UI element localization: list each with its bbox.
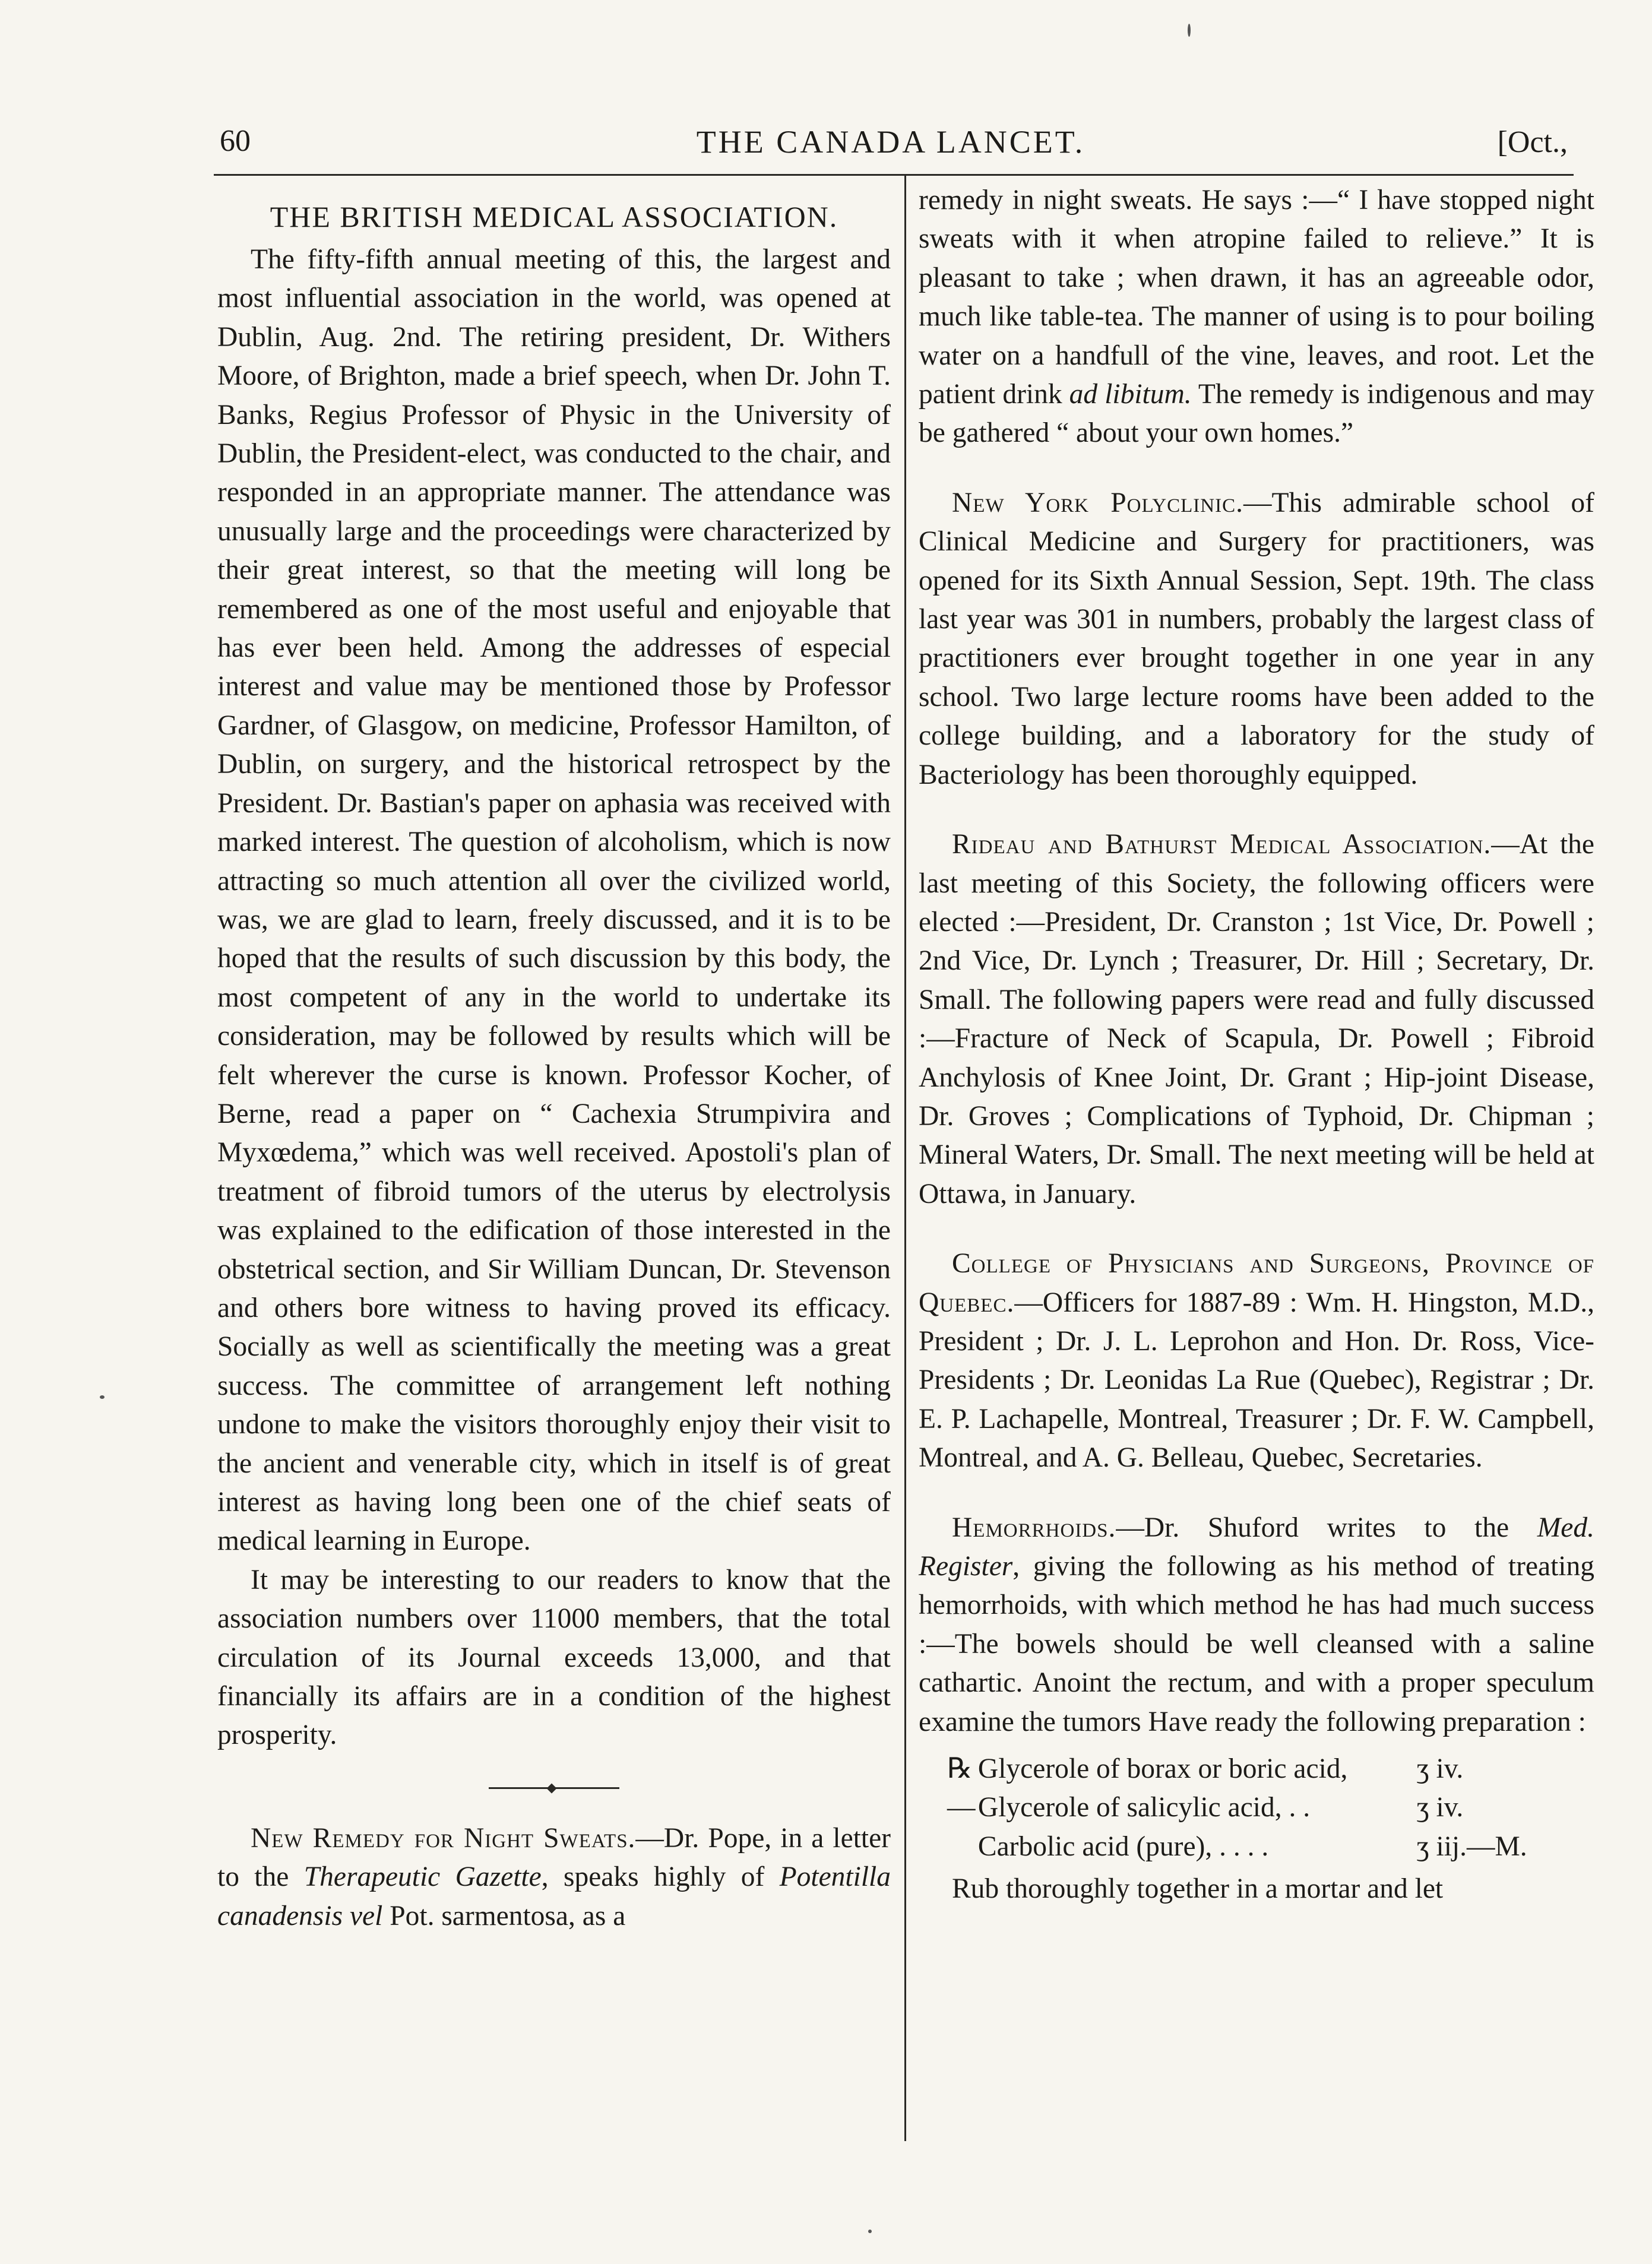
page-number: 60: [220, 124, 251, 158]
issue-label: [Oct.,: [1497, 125, 1568, 159]
scan-speck: [100, 1395, 105, 1399]
prescription-line: Carbolic acid (pure), . . . . ʒ iij.—M.: [977, 1831, 1527, 1862]
latin-phrase: ad libitum.: [1069, 379, 1192, 410]
right-column: [919, 181, 1594, 1909]
scan-speck: [868, 2230, 872, 2233]
journal-title: Therapeutic Gazette: [303, 1861, 542, 1893]
running-title: THE CANADA LANCET.: [696, 124, 1085, 160]
section-title: Rideau and Bathurst Medical Association.: [952, 829, 1492, 860]
article-paragraph: It may be interesting to our readers to know that the association numbers over 11000 members, that the total circulation of its Journal exceeds 13,000, and that financially its affairs are in a condition of the highest prosperity.: [217, 1564, 891, 1751]
section-title: New York Polyclinic.: [952, 487, 1243, 518]
section-title: Hemorrhoids.: [952, 1512, 1116, 1543]
rideau-paragraph: Rideau and Bathurst Medical Association.—At the last meeting of this Society, the following officers were elected :—President, Dr. Cranston ; 1st Vice, Dr. Powell ; 2nd Vice, Dr. Lynch ; Treasurer, Dr. Hill ; Secretary, Dr. Small. The following papers were read and fully discussed :—Fracture of Neck of Scapula, Dr. Powell ; Fibroid Anchylosis of Knee Joint, Dr. Grant ; Hip-joint Disease, Dr. Groves ; Complications of Typhoid, Dr. Chipman ; Mineral Waters, Dr. Small. The next meeting will be held at Ottawa, in January.: [919, 829, 1594, 1209]
closing-line: Rub thoroughly together in a mortar and let: [952, 1873, 1444, 1905]
section-title: New Remedy for Night Sweats.: [251, 1822, 636, 1854]
header-rule: [214, 174, 1574, 176]
section-ornament: [489, 1785, 619, 1791]
night-sweats-paragraph: New Remedy for Night Sweats.—Dr. Pope, in a letter to the Therapeutic Gazette, speaks highly of Potentilla canadensis vel Pot. sarmentosa, as a: [217, 1822, 891, 1931]
scan-speck: [1188, 24, 1191, 37]
species-name: Potentilla canadensis vel: [217, 1861, 891, 1931]
article-heading: THE BRITISH MEDICAL ASSOCIATION.: [270, 200, 838, 233]
prescription: [919, 1750, 1594, 1866]
section-title: College of Physicians and Surgeons, Province of Quebec.: [919, 1248, 1594, 1318]
journal-title: Med. Register: [919, 1512, 1594, 1582]
college-paragraph: College of Physicians and Surgeons, Province of Quebec.—Officers for 1887-89 : Wm. H. Hingston, M.D., President ; Dr. J. L. Leprohon and Hon. Dr. Ross, Vice-Presidents ; Dr. Leonidas La Rue (Quebec), Registrar ; Dr. E. P. Lachapelle, Montreal, Treasurer ; Dr. F. W. Campbell, Montreal, and A. G. Belleau, Quebec, Secretaries.: [919, 1248, 1594, 1474]
article-paragraph: The fifty-fifth annual meeting of this, the largest and most influential association in the world, was opened at Dublin, Aug. 2nd. The retiring president, Dr. Withers Moore, of Brighton, made a brief speech, when Dr. John T. Banks, Regius Professor of Physic in the University of Dublin, the President-elect, was conducted to the chair, and responded in an appropriate manner. The attendance was unusually large and the proceedings were characterized by their great interest, so that the meeting will long be remembered as one of the most useful and enjoyable that has ever been held. Among the addresses of especial interest and value may be mentioned those by Professor Gardner, of Glasgow, on medicine, Professor Hamilton, of Dublin, on surgery, and the historical retrospect by the President. Dr. Bastian's paper on aphasia was received with marked interest. The question of alcoholism, which is now attracting so much attention all over the civilized world, was, we are glad to learn, freely discussed, and it is to be hoped that the results of such discussion by this body, the most competent of any in the world to undertake its consideration, may be followed by results which will be felt wherever the curse is known. Professor Kocher, of Berne, read a paper on “ Cachexia Strumpivira and Myxœdema,” which was well received. Apostoli's plan of treatment of fibroid tumors of the uterus by electrolysis was explained to the edification of those interested in the obstetrical section, and Sir William Duncan, Dr. Stevenson and others bore witness to having proved its efficacy. Socially as well as scientifically the meeting was a great success. The committee of arrangement left nothing undone to make the visitors thoroughly enjoy their visit to the ancient and venerable city, which in itself is of great interest as having long been one of the chief seats of medical learning in Europe.: [217, 244, 891, 1557]
page-header: [214, 119, 1568, 178]
left-column: [217, 181, 891, 1936]
night-sweats-continuation: remedy in night sweats. He says :—“ I have stopped night sweats with it when atropine failed to relieve.” It is pleasant to take ; when drawn, it has an agreeable odor, much like table-tea. The manner of using is to pour boiling water on a handfull of the vine, leaves, and root. Let the patient drink ad libitum. The remedy is indigenous and may be gathered “ about your own homes.”: [919, 185, 1594, 449]
hemorrhoids-paragraph: Hemorrhoids.—Dr. Shuford writes to the Med. Register, giving the following as his method of treating hemorrhoids, with which method he has had much success :—The bowels should be well cleansed with a saline cathartic. Anoint the rectum, and with a proper speculum examine the tumors Have ready the following preparation :: [919, 1512, 1594, 1737]
prescription-line: Glycerole of salicylic acid, . . ʒ iv.: [977, 1792, 1464, 1823]
prescription-line: ℞— Glycerole of borax or boric acid, ʒ iv.: [947, 1753, 1464, 1823]
column-divider: [904, 176, 906, 2141]
polyclinic-paragraph: New York Polyclinic.—This admirable school of Clinical Medicine and Surgery for practitioners, was opened for its Sixth Annual Session, Sept. 19th. The class last year was 301 in numbers, probably the largest class of practitioners ever brought together in one year in any school. Two large lecture rooms have been added to the college building, and a laboratory for the study of Bacteriology has been thoroughly equipped.: [919, 487, 1594, 790]
